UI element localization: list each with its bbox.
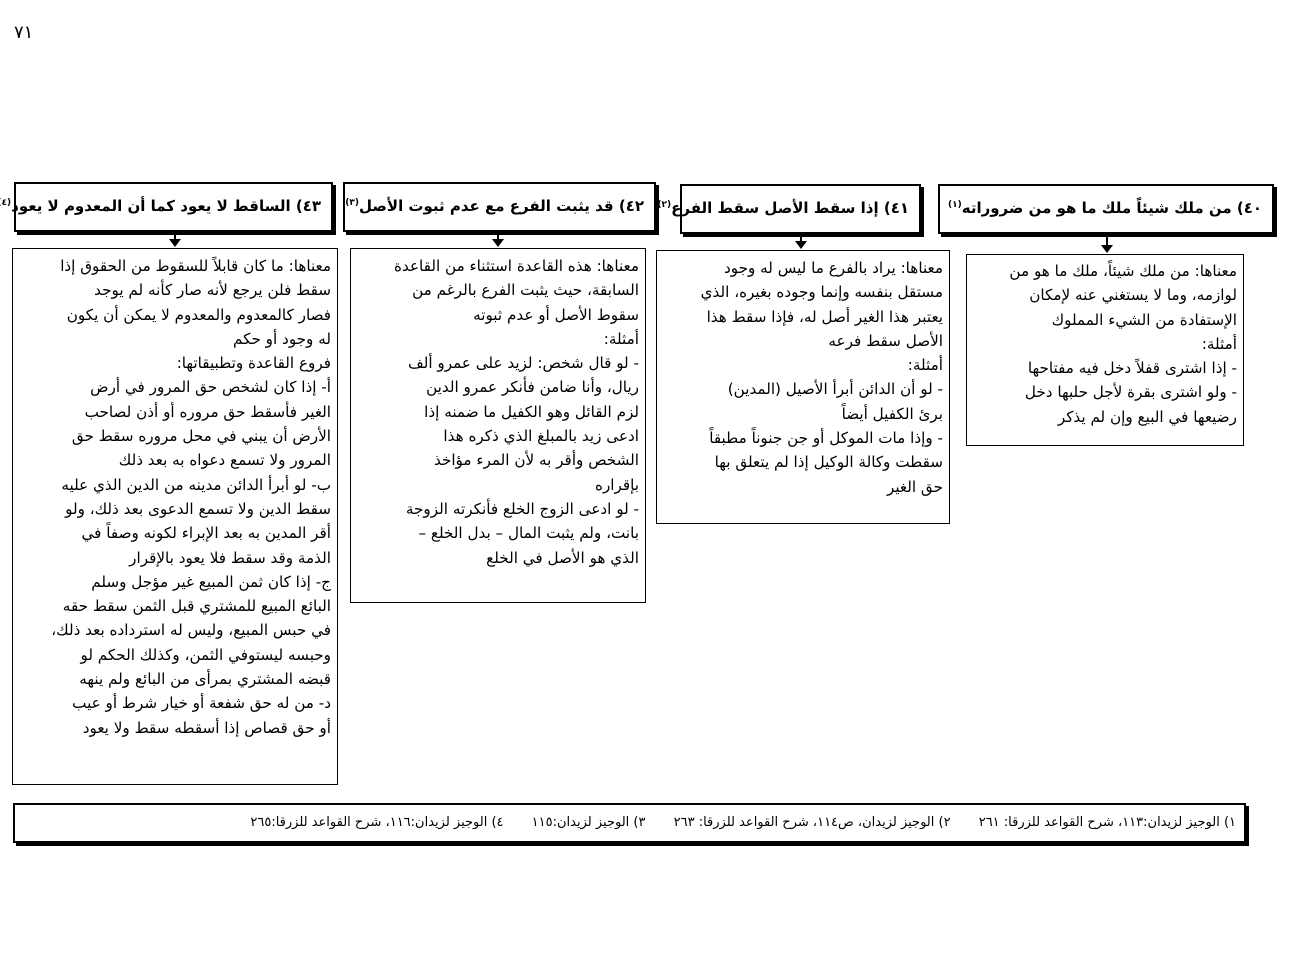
rule-40-arrow (1106, 236, 1108, 246)
rule-42-line: أمثلة: (603, 329, 639, 348)
rule-41-line: الأصل سقط فرعه (828, 331, 943, 350)
rule-40-footnote-mark: (١) (947, 200, 962, 210)
rule-42-line: لزم القائل وهو الكفيل ما ضمنه إذا (424, 402, 639, 421)
rule-41-title-box (657, 184, 921, 234)
rule-42-line: ريال، وأنا ضامن فأنكر عمرو الدين (426, 378, 639, 397)
rule-41-line: سقطت وكالة الوكيل إذا لم يتعلق بها (714, 453, 943, 472)
rule-40-line: معناها: من ملك شيئاً، ملك ما هو من (1009, 262, 1237, 280)
rule-43-line: معناها: ما كان قابلاً للسقوط من الحقوق إذا (60, 257, 331, 275)
rule-43-line: له وجود أو حكم (232, 329, 331, 348)
rule-40-line: لوازمه، وما لا يستغني عنه لإمكان (1029, 286, 1237, 305)
rule-43-line: فروع القاعدة وتطبيقاتها: (176, 354, 331, 373)
rule-43-line: سقط الدين ولا تسمع الدعوى بعد ذلك، ولو (65, 499, 331, 518)
footnote-3: ٣) الوجيز لزيدان:١١٥ (531, 815, 646, 830)
rule-43-title: ٤٣) الساقط لا يعود كما أن المعدوم لا يعود (11, 197, 321, 215)
rule-42-title-box (343, 182, 656, 232)
rule-41-line: معناها: يراد بالفرع ما ليس له وجود (723, 259, 943, 277)
rule-40-line: - إذا اشترى قفلاً دخل فيه مفتاحها (1027, 359, 1237, 378)
rule-41-line: يعتبر هذا الغير أصل له، فإذا سقط هذا (706, 307, 943, 326)
rule-42-line: بانت، ولم يثبت المال – بدل الخلع – (418, 524, 639, 543)
rule-41-footnote-mark: (٢) (657, 200, 672, 210)
footnote-1: ١) الوجيز لزيدان:١١٣، شرح القواعد للزرقا: ٢٦١ (978, 815, 1236, 830)
rule-41-arrow (800, 236, 802, 242)
rule-43-body (12, 248, 338, 785)
rule-43-line: فصار كالمعدوم والمعدوم لا يمكن أن يكون (66, 305, 331, 324)
footnote-4: ٤) الوجيز لزيدان:١١٦، شرح القواعد للزرقا:٢٦٥ (250, 815, 504, 830)
rule-42-body (350, 248, 646, 603)
rule-41-line: - لو أن الدائن أبرأ الأصيل (المدين) (727, 380, 943, 399)
rule-42-line: - لو قال شخص: لزيد على عمرو ألف (407, 354, 639, 373)
rule-42-line: السابقة، حيث يثبت الفرع بالرغم من (412, 281, 639, 300)
rule-40-title: ٤٠) من ملك شيئاً ملك ما هو من ضروراته (961, 199, 1262, 217)
footnotes-box (13, 803, 1246, 843)
rule-41-line: مستقل بنفسه وإنما وجوده بغيره، الذي (700, 283, 943, 302)
rule-41-line: حق الغير (886, 477, 943, 496)
rule-42-arrow (497, 234, 499, 240)
rule-42-line: الشخص وأقر به لأن المرء مؤاخذ (433, 451, 639, 470)
rule-40-line: رضيعها في البيع وإن لم يذكر (1057, 407, 1237, 426)
rule-43-line: الذمة وقد سقط فلا يعود بالإقرار (129, 548, 331, 567)
rule-43-line: قبضه المشتري بمرأى من البائع ولم ينهه (79, 670, 331, 689)
rule-40-title-box (938, 184, 1274, 234)
footnote-2: ٢) الوجيز لزيدان، ص١١٤، شرح القواعد للزرقا: ٢٦٣ (673, 815, 951, 830)
page-number: ٧١ (14, 22, 34, 43)
rule-43-line: أ- إذا كان لشخص حق المرور في أرض (90, 378, 331, 397)
rule-41-title: ٤١) إذا سقط الأصل سقط الفرع (671, 199, 909, 217)
rule-43-line: أقر المدين به بعد الإبراء لكونه وصفاً في (81, 524, 331, 543)
rule-43-line: الغير فأسقط حق مروره أو أذن لصاحب (84, 402, 331, 421)
rule-43-title-box (1, 182, 333, 232)
rule-43-line: البائع المبيع للمشتري قبل الثمن سقط حقه (62, 597, 331, 616)
rule-42-line: الذي هو الأصل في الخلع (486, 548, 639, 567)
rule-42-title: ٤٢) قد يثبت الفرع مع عدم ثبوت الأصل (359, 197, 644, 215)
rule-42-footnote-mark: (٣) (345, 198, 360, 208)
rule-43-line: ب- لو أبرأ الدائن مدينه من الدين الذي عليه (61, 475, 331, 494)
rule-42-line: معناها: هذه القاعدة استثناء من القاعدة (394, 257, 639, 275)
rule-40-line: - ولو اشترى بقرة لأجل حلبها دخل (1024, 383, 1237, 402)
rule-41-line: أمثلة: (907, 356, 943, 375)
rule-41-body (656, 250, 950, 524)
rule-43-line: وحبسه ليستوفي الثمن، وكذلك الحكم لو (80, 645, 331, 664)
rule-41-line: - وإذا مات الموكل أو جن جنوناً مطبقاً (709, 429, 943, 448)
rule-43-line: في حبس المبيع، وليس له استرداده بعد ذلك، (51, 621, 331, 640)
rule-43-line: الأرض أن يبني في محل مروره سقط حق (71, 427, 331, 446)
rule-43-line: د- من له حق شفعة أو خيار شرط أو عيب (72, 694, 331, 713)
rule-43-arrow (174, 234, 176, 240)
rule-42-line: - لو ادعى الزوج الخلع فأنكرته الزوجة (405, 499, 639, 518)
rule-43-line: ج- إذا كان ثمن المبيع غير مؤجل وسلم (91, 572, 331, 591)
rule-40-line: أمثلة: (1201, 334, 1237, 353)
rule-43-line: المرور ولا تسمع دعواه به بعد ذلك (118, 451, 331, 470)
rule-43-footnote-mark: (٤ (1, 198, 12, 208)
rule-41-line: برئ الكفيل أيضاً (841, 404, 943, 423)
rule-42-line: ادعى زيد بالمبلغ الذي ذكره هذا (443, 427, 639, 446)
rule-40-body (966, 254, 1244, 446)
rule-40-line: الإستفادة من الشيء المملوك (1051, 310, 1237, 329)
rule-42-line: بإقراره (594, 475, 639, 494)
rule-43-line: أو حق قصاص إذا أسقطه سقط ولا يعود (82, 718, 331, 737)
rule-42-line: سقوط الأصل أو عدم ثبوته (473, 305, 639, 324)
rule-43-line: سقط فلن يرجع لأنه صار كأنه لم يوجد (94, 281, 331, 300)
